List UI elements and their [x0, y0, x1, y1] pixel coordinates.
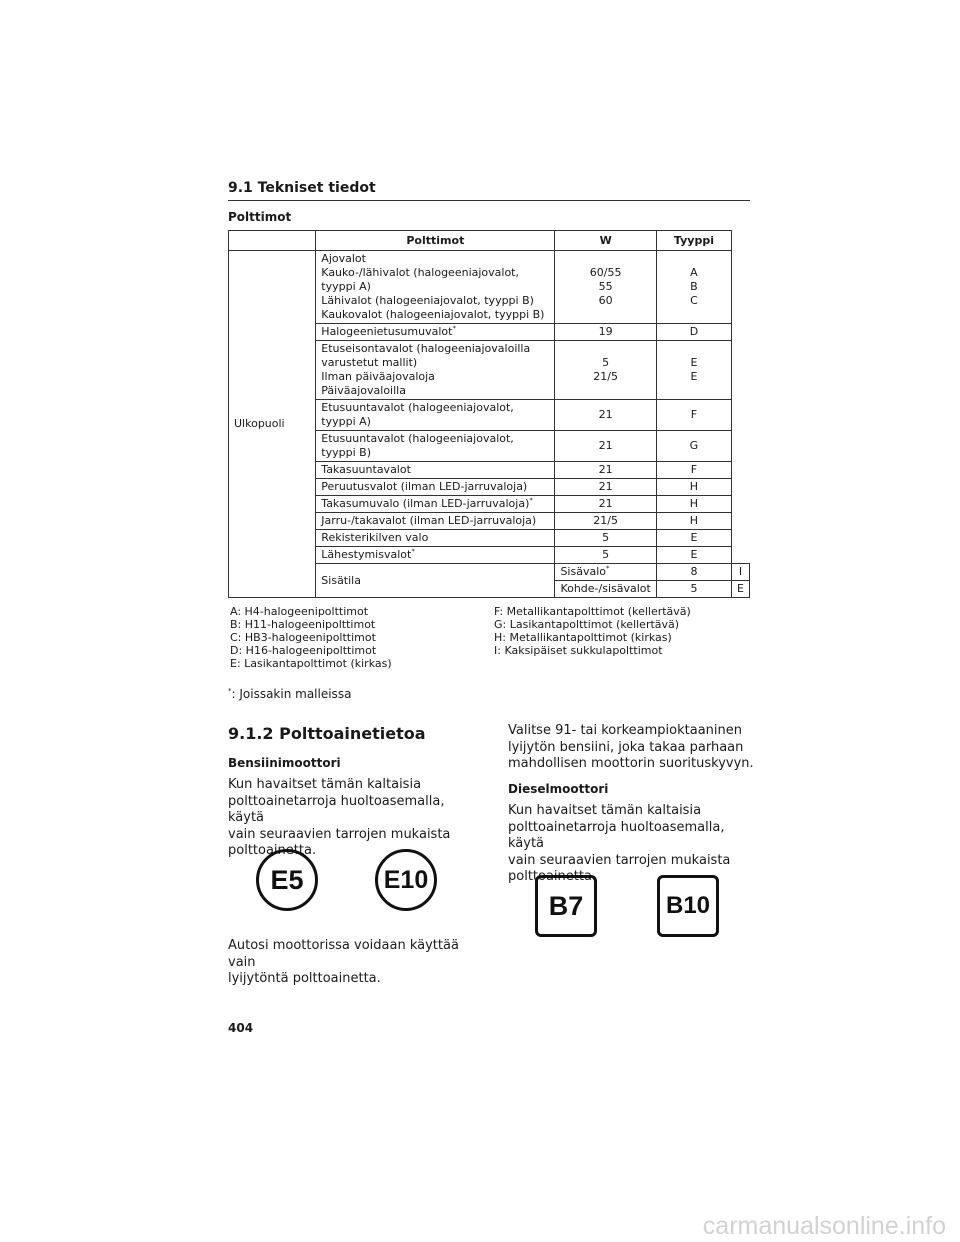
- header-type: Tyyppi: [656, 231, 731, 251]
- row-approach-type: E: [656, 547, 731, 564]
- row-turn-a-desc: Etusuuntavalot (halogeeniajovalot, tyyppi A): [316, 400, 555, 431]
- row-rear-turn-type: F: [656, 462, 731, 479]
- row-rear-fog-type: H: [656, 496, 731, 513]
- row-plate-desc: Rekisterikilven valo: [316, 530, 555, 547]
- diesel-title: Dieselmoottori: [508, 782, 609, 796]
- fuel-label-e10: E10: [375, 849, 437, 911]
- row-reverse-type: H: [656, 479, 731, 496]
- fuel-label-b10: B10: [657, 875, 719, 937]
- row-plate-watts: 5: [555, 530, 656, 547]
- row-turn-b-type: G: [656, 431, 731, 462]
- fuel-label-b7: B7: [535, 875, 597, 937]
- row-rear-fog-watts: 21: [555, 496, 656, 513]
- row-headlights-desc: Ajovalot Kauko-/lähivalot (halogeeniajovalot, tyyppi A) Lähivalot (halogeeniajovalot, tyyppi B) Kaukovalot (halogeeniajovalot, tyyppi B): [316, 251, 555, 324]
- row-fog-desc: Halogeenietusumuvalot*: [316, 324, 555, 341]
- row-spot-desc: Kohde-/sisävalot: [555, 581, 656, 598]
- row-fog-watts: 19: [555, 324, 656, 341]
- row-turn-a-type: F: [656, 400, 731, 431]
- petrol-text: Kun havaitset tämän kaltaisia polttoainetarroja huoltoasemalla, käytä vain seuraavien tarrojen mukaista polttoainetta.: [228, 777, 451, 858]
- row-brake-desc: Jarru-/takavalot (ilman LED-jarruvaloja): [316, 513, 555, 530]
- page-number: 404: [228, 1021, 254, 1035]
- row-approach-desc: Lähestymisvalot*: [316, 547, 555, 564]
- table-row: [229, 251, 750, 324]
- table-header-row: [229, 231, 750, 251]
- row-interior-desc: Sisävalo*: [555, 564, 656, 581]
- row-headlights-watts: 60/55 55 60: [555, 251, 656, 324]
- row-brake-type: H: [656, 513, 731, 530]
- legend-right: F: Metallikantapolttimot (kellertävä) G: Lasikantapolttimot (kellertävä) H: Metallikantapolttimot (kirkas) I: Kaksipäiset sukkulapolttimot: [494, 605, 691, 657]
- row-position-type: E E: [656, 341, 731, 400]
- fuel-heading: 9.1.2 Polttoainetietoa: [228, 724, 426, 743]
- row-rear-turn-watts: 21: [555, 462, 656, 479]
- header-watts: W: [555, 231, 656, 251]
- row-headlights-type: A B C: [656, 251, 731, 324]
- row-plate-type: E: [656, 530, 731, 547]
- footnote: *: Joissakin malleissa: [228, 687, 352, 701]
- row-position-watts: 5 21/5: [555, 341, 656, 400]
- row-turn-b-watts: 21: [555, 431, 656, 462]
- row-fog-type: D: [656, 324, 731, 341]
- row-rear-fog-desc: Takasumuvalo (ilman LED-jarruvaloja)*: [316, 496, 555, 513]
- row-rear-turn-desc: Takasuuntavalot: [316, 462, 555, 479]
- fuel-label-e5: E5: [256, 849, 318, 911]
- row-reverse-desc: Peruutusvalot (ilman LED-jarruvaloja): [316, 479, 555, 496]
- section-title: 9.1 Tekniset tiedot: [228, 180, 750, 201]
- row-brake-watts: 21/5: [555, 513, 656, 530]
- row-spot-watts: 5: [656, 581, 731, 598]
- group-interior: Sisätila: [316, 564, 555, 598]
- watermark: carmanualsonline.info: [702, 1212, 946, 1240]
- row-turn-a-watts: 21: [555, 400, 656, 431]
- octane-text: Valitse 91- tai korkeampioktaaninen lyijytön bensiini, joka takaa parhaan mahdollisen moottorin suorituskyvyn.: [508, 723, 754, 771]
- group-exterior: Ulkopuoli: [229, 251, 316, 598]
- row-reverse-watts: 21: [555, 479, 656, 496]
- diesel-text: Kun havaitset tämän kaltaisia polttoainetarroja huoltoasemalla, käytä vain seuraavien tarrojen mukaista polttoainetta.: [508, 803, 731, 884]
- table-title: Polttimot: [228, 210, 292, 224]
- row-turn-b-desc: Etusuuntavalot (halogeeniajovalot, tyyppi B): [316, 431, 555, 462]
- petrol-after-text: Autosi moottorissa voidaan käyttää vain lyijytöntä polttoainetta.: [228, 938, 459, 986]
- row-position-desc: Etuseisontavalot (halogeeniajovaloilla varustetut mallit) Ilman päiväajovaloja Päiväajovaloilla: [316, 341, 555, 400]
- row-interior-watts: 8: [656, 564, 731, 581]
- row-approach-watts: 5: [555, 547, 656, 564]
- row-interior-type: I: [732, 564, 750, 581]
- header-bulbs: Polttimot: [316, 231, 555, 251]
- header-group: [229, 231, 316, 251]
- petrol-title: Bensiinimoottori: [228, 756, 341, 770]
- bulb-table: [228, 230, 750, 598]
- legend-left: A: H4-halogeenipolttimot B: H11-halogeenipolttimot C: HB3-halogeenipolttimot D: H16-halogeenipolttimot E: Lasikantapolttimot (kirkas): [230, 605, 392, 670]
- row-spot-type: E: [732, 581, 750, 598]
